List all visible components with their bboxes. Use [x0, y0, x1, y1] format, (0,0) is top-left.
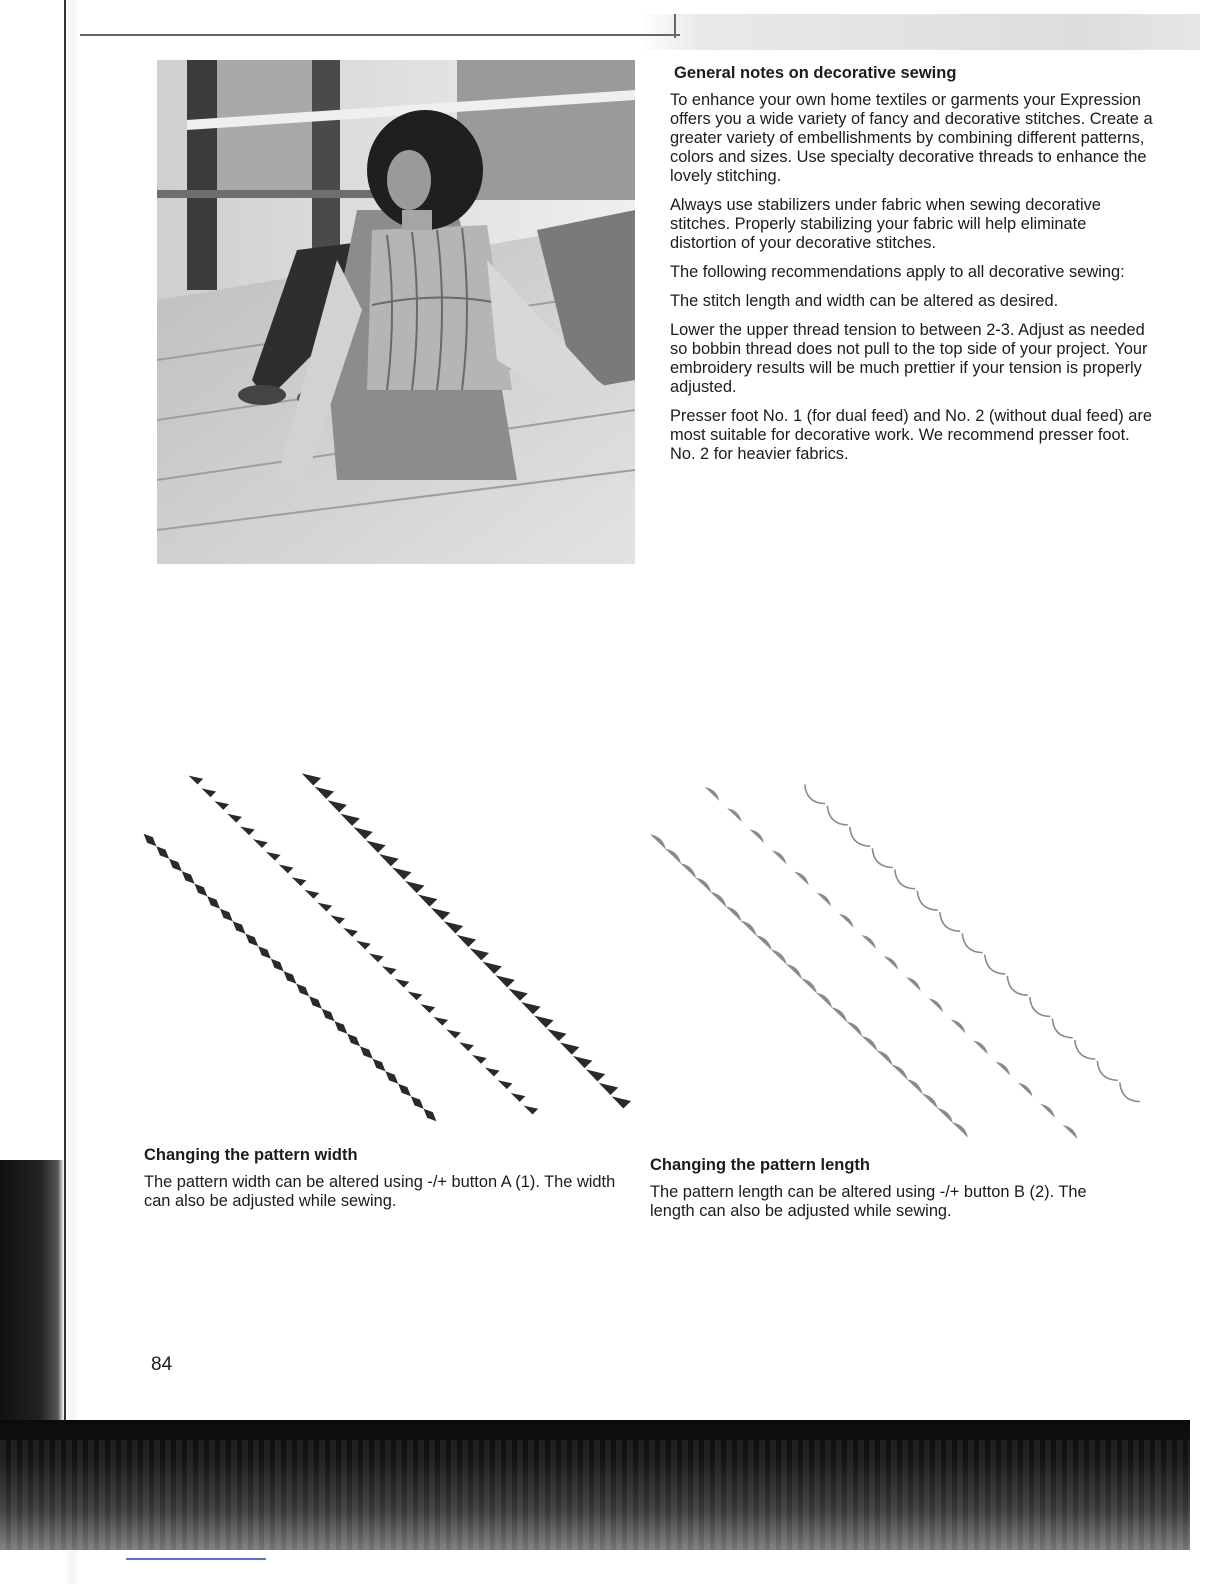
- stitch-mark: [330, 910, 345, 925]
- stitch-mark: [317, 897, 332, 912]
- stitch-mark: [892, 1062, 911, 1080]
- stitch-line-medium: [189, 770, 539, 1115]
- stitch-mark: [710, 889, 729, 907]
- stitch-mark: [266, 846, 281, 861]
- general-notes: [664, 64, 1154, 474]
- stitch-mark: [495, 968, 514, 988]
- stitch-mark: [457, 927, 476, 947]
- general-notes-paragraph: The stitch length and width can be altered as desired.: [670, 292, 1059, 310]
- stitch-mark: [201, 783, 216, 798]
- stitch-mark: [665, 846, 684, 864]
- stitch-mark: [366, 833, 385, 853]
- stitch-mark: [981, 955, 1006, 979]
- stitch-mark: [498, 1075, 513, 1090]
- stitch-mark: [906, 975, 923, 991]
- header-tick: [674, 14, 676, 38]
- general-notes-paragraph: Presser foot No. 1 (for dual feed) and No. 2 (without dual feed) are most suitable for decorative work. We recommend presser foot. No. 2 for heavier fabrics.: [670, 407, 1152, 463]
- stitch-mark: [343, 922, 358, 937]
- stitch-mark: [253, 833, 268, 848]
- stitch-mark: [534, 1008, 553, 1028]
- stitch-mark: [315, 779, 334, 799]
- stitch-line-long: [801, 784, 1140, 1106]
- stitch-mark: [861, 1033, 880, 1051]
- stitch-mark: [599, 1075, 618, 1095]
- stitch-mark: [817, 890, 834, 906]
- stitch-mark: [1048, 1019, 1073, 1043]
- stitch-mark: [786, 961, 805, 979]
- stitch-line-short: [650, 832, 971, 1138]
- scan-left-shadow: [0, 1160, 64, 1440]
- stitch-mark: [922, 1091, 941, 1109]
- stitch-mark: [913, 891, 938, 915]
- stitch-mark: [1040, 1101, 1057, 1117]
- stitch-mark: [612, 1089, 631, 1109]
- stitch-mark: [794, 869, 811, 885]
- stitch-mark: [1018, 1080, 1035, 1096]
- scan-top-band: [80, 14, 1200, 50]
- stitch-mark: [973, 1038, 990, 1054]
- stitch-mark: [816, 990, 835, 1008]
- stitch-mark: [485, 1062, 500, 1077]
- stitch-mark: [952, 1120, 971, 1138]
- scan-link-underline: [126, 1558, 266, 1560]
- stitch-line-narrow: [141, 831, 440, 1124]
- stitch-mark: [868, 848, 893, 872]
- pattern-width-heading: Changing the pattern width: [144, 1146, 358, 1164]
- stitch-mark: [861, 932, 878, 948]
- stitch-mark: [928, 996, 945, 1012]
- stitch-mark: [1003, 976, 1028, 1000]
- stitch-mark: [472, 1049, 487, 1064]
- stitch-mark: [431, 900, 450, 920]
- stitch-mark: [353, 820, 372, 840]
- stitch-mark: [756, 932, 775, 950]
- stitch-mark: [302, 770, 321, 785]
- stitch-mark: [727, 806, 744, 822]
- stitch-mark: [292, 871, 307, 886]
- stitch-mark: [433, 1011, 448, 1026]
- stitch-mark: [369, 948, 384, 963]
- stitch-mark: [680, 860, 699, 878]
- stitch-mark: [521, 995, 540, 1015]
- stitch-mark: [508, 981, 527, 1001]
- pattern-width-illustration: [140, 770, 640, 1130]
- stitch-mark: [772, 848, 789, 864]
- page-binding-line: [64, 0, 66, 1420]
- stitch-mark: [395, 973, 410, 988]
- stitch-mark: [1116, 1082, 1140, 1106]
- stitch-mark: [1063, 1123, 1080, 1139]
- stitch-mark: [470, 941, 489, 961]
- pattern-length-body: The pattern length can be altered using -/+ button B (2). The length can also be adjusted while sewing.: [650, 1183, 1087, 1220]
- pattern-length-section: [650, 1156, 1130, 1221]
- stitch-mark: [1071, 1040, 1096, 1064]
- stitch-mark: [511, 1087, 526, 1102]
- stitch-mark: [392, 860, 411, 880]
- stitch-mark: [771, 947, 790, 965]
- stitch-mark: [839, 911, 856, 927]
- stitch-mark: [907, 1076, 926, 1094]
- stitch-mark: [951, 1017, 968, 1033]
- stitch-mark: [846, 827, 871, 851]
- stitch-mark: [937, 1105, 956, 1123]
- stitch-mark: [823, 806, 848, 830]
- stitch-mark: [1026, 997, 1051, 1021]
- stitch-mark: [877, 1048, 896, 1066]
- stitch-mark: [405, 874, 424, 894]
- pattern-width-body: The pattern width can be altered using -/+ button A (1). The width can also be adjusted while sewing.: [144, 1173, 616, 1210]
- stitch-mark: [884, 954, 901, 970]
- general-notes-paragraph: The following recommendations apply to all decorative sewing:: [670, 263, 1125, 281]
- page-number: 84: [151, 1354, 173, 1375]
- general-notes-paragraph: Always use stabilizers under fabric when sewing decorative stitches. Properly stabilizing your fabric will help eliminate distortion of your decorative stitches.: [670, 196, 1101, 252]
- stitch-mark: [831, 1004, 850, 1022]
- stitch-mark: [240, 821, 255, 836]
- stitch-mark: [996, 1059, 1013, 1075]
- stitch-mark: [408, 986, 423, 1001]
- stitch-mark: [650, 832, 669, 850]
- stitch-mark: [524, 1100, 539, 1115]
- stitch-mark: [305, 884, 320, 899]
- general-notes-paragraph: Lower the upper thread tension to between 2-3. Adjust as needed so bobbin thread does not pull to the top side of your project. Your embroidery results will be much prettier if your tension is properly adjusted.: [670, 321, 1148, 396]
- stitch-mark: [227, 808, 242, 823]
- stitch-mark: [446, 1024, 461, 1039]
- stitch-mark: [726, 904, 745, 922]
- stitch-mark: [382, 960, 397, 975]
- stitch-mark: [214, 795, 229, 810]
- stitch-mark: [189, 770, 204, 785]
- stitch-mark: [936, 912, 961, 936]
- general-notes-heading: General notes on decorative sewing: [674, 64, 957, 82]
- pattern-length-illustration: [640, 780, 1140, 1140]
- stitch-mark: [846, 1019, 865, 1037]
- decorative-sewing-photo: [157, 60, 635, 564]
- general-notes-paragraph: To enhance your own home textiles or garments your Expression offers you a wide variety of fancy and decorative stitches. Create a greater variety of embellishments by combining different patterns, colors and sizes. Use specialty decorative threads to enhance the lovely stitching.: [670, 91, 1153, 185]
- stitch-mark: [741, 918, 760, 936]
- pattern-length-heading: Changing the pattern length: [650, 1156, 870, 1174]
- pattern-width-section: [144, 1146, 624, 1211]
- stitch-mark: [421, 998, 436, 1013]
- stitch-line-medium-length: [705, 785, 1080, 1139]
- stitch-mark: [356, 935, 371, 950]
- scan-bottom-texture: [0, 1440, 1190, 1550]
- stitch-mark: [444, 914, 463, 934]
- stitch-mark: [586, 1062, 605, 1082]
- stitch-mark: [379, 847, 398, 867]
- stitch-mark: [459, 1036, 474, 1051]
- stitch-mark: [560, 1035, 579, 1055]
- stitch-line-wide: [302, 770, 631, 1108]
- stitch-mark: [573, 1048, 592, 1068]
- stitch-mark: [340, 806, 359, 826]
- stitch-mark: [483, 954, 502, 974]
- stitch-mark: [958, 933, 983, 957]
- stitch-mark: [328, 793, 347, 813]
- stitch-mark: [695, 875, 714, 893]
- stitch-mark: [279, 859, 294, 874]
- stitch-mark: [891, 870, 916, 894]
- stitch-mark: [801, 784, 826, 808]
- stitch-mark: [547, 1022, 566, 1042]
- stitch-mark: [801, 976, 820, 994]
- stitch-mark: [705, 785, 722, 801]
- stitch-mark: [1093, 1061, 1118, 1085]
- stitch-mark: [749, 827, 766, 843]
- header-rule: [80, 34, 680, 36]
- stitch-mark: [418, 887, 437, 907]
